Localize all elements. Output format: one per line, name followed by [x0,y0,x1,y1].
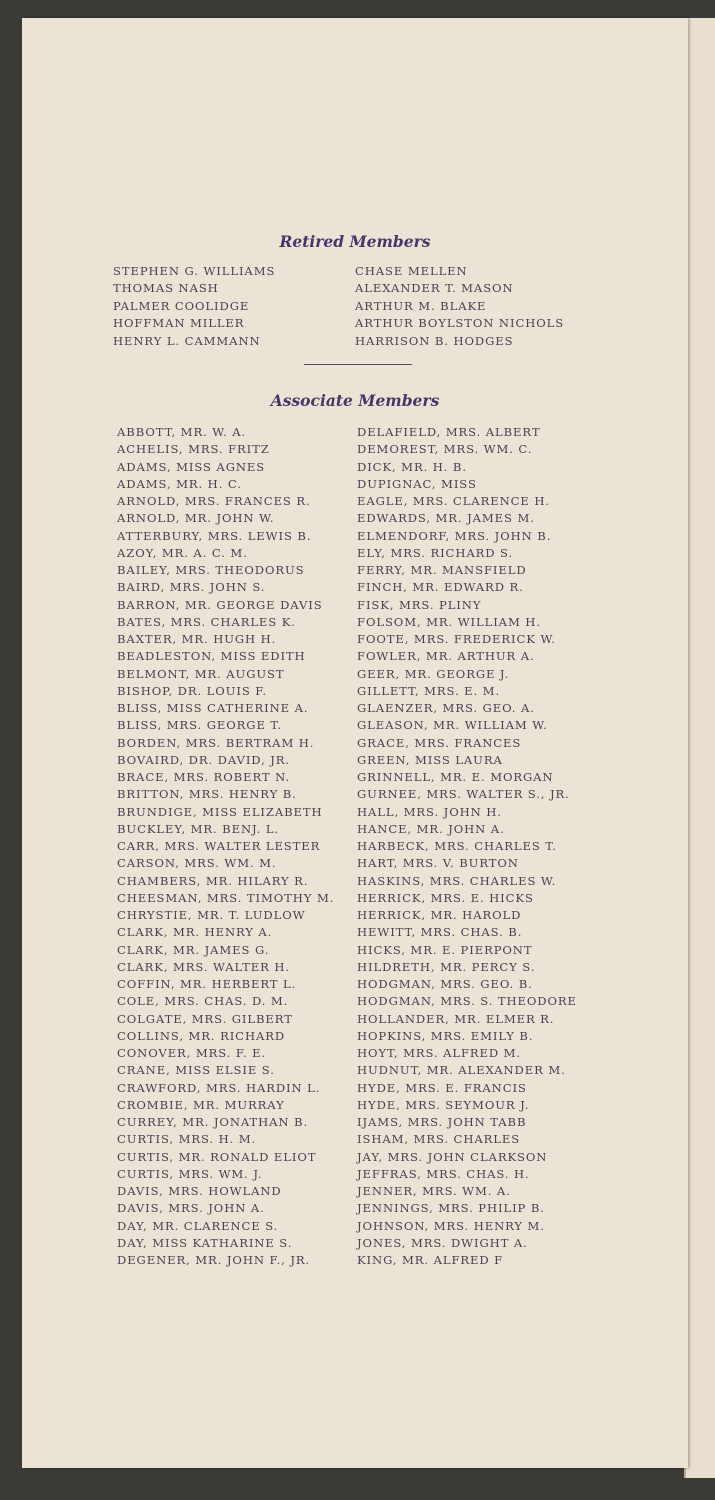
member-name: CARR, MRS. WALTER LESTER [117,839,321,853]
member-name: BORDEN, MRS. BERTRAM H. [117,735,315,750]
retired-members-heading: Retired Members [279,232,431,251]
member-name: BEADLESTON, MISS EDITH [117,649,306,664]
member-name: HEWITT, MRS. CHAS. B. [357,925,523,940]
member-name: BAIRD, MRS. JOHN S. [117,580,266,595]
member-name: JENNINGS, MRS. PHILIP B. [357,1201,545,1216]
member-name: CROMBIE, MR. MURRAY [117,1097,285,1112]
member-name: STEPHEN G. WILLIAMS [113,264,276,278]
member-name: FINCH, MR. EDWARD R. [357,580,524,595]
member-name: CHRYSTIE, MR. T. LUDLOW [117,908,306,922]
member-name: BATES, MRS. CHARLES K. [117,614,296,629]
member-name: CURTIS, MRS. WM. J. [117,1166,263,1181]
member-name: FERRY, MR. MANSFIELD [357,563,527,577]
member-name: PALMER COOLIDGE [113,298,250,313]
member-name: CLARK, MR. HENRY A. [117,925,273,940]
associate-members-left-column [117,424,334,1269]
member-name: CRANE, MISS ELSIE S. [117,1063,275,1078]
member-name: HOFFMAN MILLER [113,316,245,331]
member-name: GRINNELL, MR. E. MORGAN [357,770,554,784]
member-name: COLE, MRS. CHAS. D. M. [117,994,289,1009]
retired-members-left-column [113,263,275,350]
member-name: DAY, MISS KATHARINE S. [117,1235,293,1250]
member-name: BLISS, MRS. GEORGE T. [117,718,282,733]
member-name: CURTIS, MRS. H. M. [117,1132,257,1147]
member-name: FOWLER, MR. ARTHUR A. [357,649,535,664]
member-name: FOOTE, MRS. FREDERICK W. [357,632,556,646]
member-name: GREEN, MISS LAURA [357,752,503,767]
document-page [22,18,688,1468]
member-name: IJAMS, MRS. JOHN TABB [357,1115,527,1129]
member-name: HARBECK, MRS. CHARLES T. [357,839,557,853]
member-name: CHAMBERS, MR. HILARY R. [117,873,309,888]
member-name: ELY, MRS. RICHARD S. [357,545,514,560]
member-name: CHASE MELLEN [355,264,468,278]
member-name: CONOVER, MRS. F. E. [117,1046,267,1060]
member-name: ADAMS, MR. H. C. [117,476,242,491]
member-name: HILDRETH, MR. PERCY S. [357,959,536,974]
member-name: COLGATE, MRS. GILBERT [117,1011,293,1026]
member-name: CLARK, MRS. WALTER H. [117,959,290,974]
member-name: ADAMS, MISS AGNES [117,459,266,474]
member-name: HOYT, MRS. ALFRED M. [357,1046,522,1060]
associate-members-heading: Associate Members [270,391,440,410]
member-name: FISK, MRS. PLINY [357,597,482,612]
member-name: HUDNUT, MR. ALEXANDER M. [357,1063,566,1078]
member-name: THOMAS NASH [113,281,219,296]
member-name: JONES, MRS. DWIGHT A. [357,1235,528,1250]
member-name: HENRY L. CAMMANN [113,333,261,348]
member-name: ARTHUR M. BLAKE [355,298,487,313]
retired-members-right-column [355,263,564,350]
member-name: DAY, MR. CLARENCE S. [117,1218,279,1233]
member-name: BRITTON, MRS. HENRY B. [117,787,297,802]
adjacent-page-edge [684,18,715,1478]
member-name: CLARK, MR. JAMES G. [117,942,270,957]
member-name: JENNER, MRS. WM. A. [357,1184,511,1198]
member-name: BAILEY, MRS. THEODORUS [117,563,305,577]
member-name: KING, MR. ALFRED F [357,1253,504,1267]
member-name: JOHNSON, MRS. HENRY M. [357,1218,545,1233]
member-name: DUPIGNAC, MISS [357,476,477,491]
member-name: HODGMAN, MRS. GEO. B. [357,977,533,991]
member-name: BLISS, MISS CATHERINE A. [117,701,309,715]
member-name: FOLSOM, MR. WILLIAM H. [357,614,541,629]
member-name: CRAWFORD, MRS. HARDIN L. [117,1080,321,1095]
member-name: BAXTER, MR. HUGH H. [117,632,277,646]
member-name: ALEXANDER T. MASON [355,281,514,296]
member-name: ISHAM, MRS. CHARLES [357,1132,521,1147]
member-name: EDWARDS, MR. JAMES M. [357,511,535,526]
member-name: CURTIS, MR. RONALD ELIOT [117,1149,317,1164]
member-name: BRUNDIGE, MISS ELIZABETH [117,804,323,819]
member-name: HARRISON B. HODGES [355,333,514,348]
section-divider [304,364,412,365]
associate-members-right-column [357,424,577,1269]
member-name: EAGLE, MRS. CLARENCE H. [357,494,550,508]
member-name: AZOY, MR. A. C. M. [117,545,248,560]
member-name: HANCE, MR. JOHN A. [357,821,505,836]
member-name: CURREY, MR. JONATHAN B. [117,1115,309,1129]
member-name: HERRICK, MR. HAROLD [357,908,522,922]
member-name: HICKS, MR. E. PIERPONT [357,942,533,957]
member-name: GLEASON, MR. WILLIAM W. [357,718,548,733]
member-name: CARSON, MRS. WM. M. [117,856,277,871]
member-name: JEFFRAS, MRS. CHAS. H. [357,1166,530,1181]
member-name: ARNOLD, MR. JOHN W. [117,511,275,526]
member-name: DAVIS, MRS. HOWLAND [117,1184,282,1198]
member-name: BRACE, MRS. ROBERT N. [117,770,290,784]
member-name: GRACE, MRS. FRANCES [357,735,522,750]
member-name: DEGENER, MR. JOHN F., JR. [117,1253,311,1267]
member-name: BUCKLEY, MR. BENJ. L. [117,821,280,836]
member-name: ABBOTT, MR. W. A. [117,425,247,439]
member-name: GILLETT, MRS. E. M. [357,683,501,698]
member-name: ELMENDORF, MRS. JOHN B. [357,528,552,543]
member-name: DICK, MR. H. B. [357,459,467,474]
member-name: HERRICK, MRS. E. HICKS [357,890,534,905]
member-name: GEER, MR. GEORGE J. [357,666,510,681]
member-name: HOPKINS, MRS. EMILY B. [357,1028,534,1043]
member-name: GURNEE, MRS. WALTER S., JR. [357,787,570,802]
member-name: DELAFIELD, MRS. ALBERT [357,425,541,439]
member-name: BISHOP, DR. LOUIS F. [117,683,267,698]
member-name: HYDE, MRS. E. FRANCIS [357,1080,527,1095]
member-name: HODGMAN, MRS. S. THEODORE [357,994,577,1009]
member-name: BARRON, MR. GEORGE DAVIS [117,597,323,612]
member-name: HALL, MRS. JOHN H. [357,804,502,819]
member-name: HART, MRS. V. BURTON [357,856,519,871]
member-name: BELMONT, MR. AUGUST [117,666,285,681]
member-name: HASKINS, MRS. CHARLES W. [357,873,557,888]
member-name: ACHELIS, MRS. FRITZ [117,442,270,457]
member-name: DAVIS, MRS. JOHN A. [117,1201,265,1216]
member-name: BOVAIRD, DR. DAVID, JR. [117,752,291,767]
member-name: ARNOLD, MRS. FRANCES R. [117,494,311,508]
member-name: CHEESMAN, MRS. TIMOTHY M. [117,890,335,905]
member-name: DEMOREST, MRS. WM. C. [357,442,533,457]
member-name: GLAENZER, MRS. GEO. A. [357,701,535,715]
member-name: HYDE, MRS. SEYMOUR J. [357,1097,530,1112]
member-name: ARTHUR BOYLSTON NICHOLS [355,316,565,331]
member-name: COLLINS, MR. RICHARD [117,1028,286,1043]
member-name: ATTERBURY, MRS. LEWIS B. [117,528,312,543]
member-name: HOLLANDER, MR. ELMER R. [357,1011,555,1026]
member-name: COFFIN, MR. HERBERT L. [117,977,297,991]
member-name: JAY, MRS. JOHN CLARKSON [357,1149,548,1164]
